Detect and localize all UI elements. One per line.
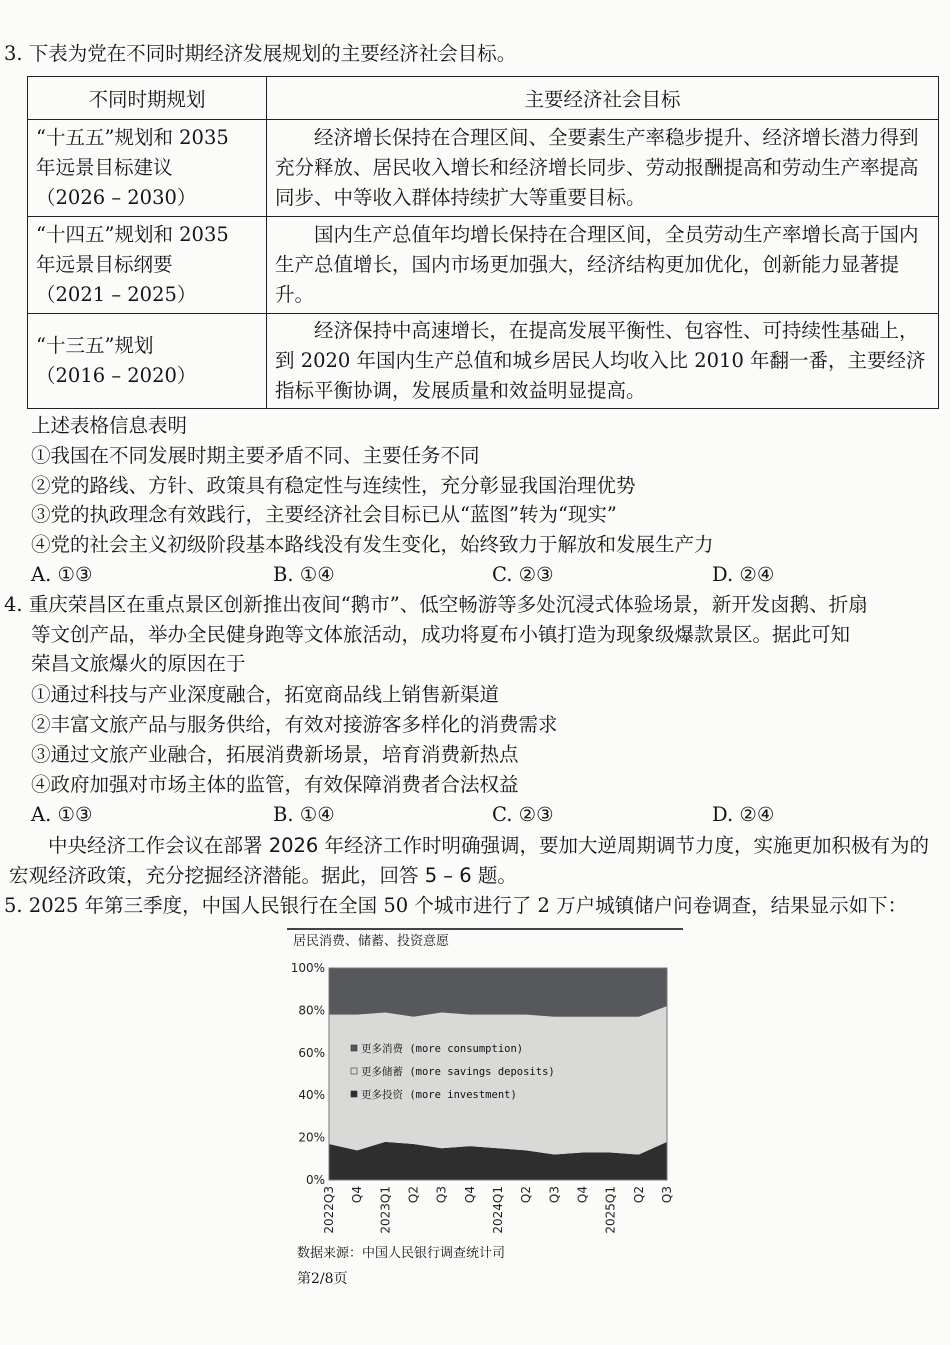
q4-item-1: ①通过科技与产业深度融合，拓宽商品线上销售新渠道	[31, 683, 500, 706]
q4-option-a[interactable]: A. ①③	[31, 803, 93, 826]
chart-source: 数据来源：中国人民银行调查统计司	[297, 1246, 506, 1261]
page-number: 第2/8页	[297, 1271, 348, 1287]
plan-cell	[28, 217, 267, 314]
goal-cell: 国内生产总值年均增长保持在合理区间，全员劳动生产率增长高于国内生产总值增长，国内市场更加强大，经济结构更加优化，创新能力显著提升。	[267, 217, 939, 314]
x-tick-label: 2025Q1	[603, 1186, 618, 1234]
y-tick-label: 100%	[290, 961, 325, 975]
plan-cell	[28, 120, 267, 217]
q4-item-3: ③通过文旅产业融合，拓展消费新场景，培育消费新热点	[31, 743, 519, 766]
legend-label: 更多储蓄 (more savings deposits)	[361, 1066, 555, 1078]
plan-period: （2016 – 2020）	[36, 364, 197, 387]
table-header-goal: 主要经济社会目标	[267, 77, 939, 120]
plan-period: （2026 – 2030）	[36, 186, 197, 209]
q4-stem-line-2: 等文创产品，举办全民健身跑等文体旅活动，成功将夏布小镇打造为现象级爆款景区。据此可知	[31, 623, 851, 646]
plan-period: （2021 – 2025）	[36, 283, 197, 306]
legend-swatch	[351, 1068, 357, 1074]
chart-title: 居民消费、储蓄、投资意愿	[293, 934, 450, 949]
goal-cell: 经济增长保持在合理区间、全要素生产率稳步提升、经济增长潜力得到充分释放、居民收入增长和经济增长同步、劳动报酬提高和劳动生产率提高同步、中等收入群体持续扩大等重要目标。	[267, 120, 939, 217]
x-tick-label: Q3	[434, 1186, 449, 1204]
q3-option-b[interactable]: B. ①④	[273, 563, 335, 586]
table-header-row	[28, 77, 939, 120]
q3-stem: 3. 下表为党在不同时期经济发展规划的主要经济社会目标。	[4, 42, 517, 65]
y-tick-label: 80%	[298, 1003, 325, 1018]
q3-option-a[interactable]: A. ①③	[31, 563, 93, 586]
q3-option-d[interactable]: D. ②④	[712, 563, 775, 586]
q4-item-2: ②丰富文旅产品与服务供给，有效对接游客多样化的消费需求	[31, 713, 558, 736]
x-tick-label: 2022Q3	[322, 1186, 336, 1234]
table-row	[28, 314, 939, 409]
legend-swatch	[351, 1045, 357, 1051]
q3-option-c[interactable]: C. ②③	[492, 563, 554, 586]
table-row	[28, 217, 939, 314]
q3-item-3: ③党的执政理念有效践行，主要经济社会目标已从“蓝图”转为“现实”	[31, 503, 617, 526]
q4-stem-line-3: 荣昌文旅爆火的原因在于	[31, 652, 246, 675]
table-row	[28, 120, 939, 217]
x-tick-label: Q4	[575, 1186, 590, 1204]
goal-cell: 经济保持中高速增长，在提高发展平衡性、包容性、可持续性基础上，到 2020 年国内生产总值和城乡居民人均收入比 2010 年翻一番，主要经济指标平衡协调，发展质量和效益明显提高。	[267, 314, 939, 409]
plans-table	[27, 76, 939, 409]
plan-name-line: “十五五”规划和 2035	[36, 126, 229, 149]
table-header-plan: 不同时期规划	[28, 77, 267, 120]
q4-option-b[interactable]: B. ①④	[273, 803, 335, 826]
q4-option-c[interactable]: C. ②③	[492, 803, 554, 826]
y-tick-label: 60%	[298, 1045, 325, 1060]
y-tick-label: 0%	[305, 1173, 325, 1187]
x-tick-label: 2023Q1	[378, 1186, 393, 1234]
survey-chart	[287, 922, 683, 1267]
x-tick-label: Q2	[631, 1186, 646, 1204]
x-tick-label: Q3	[660, 1186, 674, 1204]
plan-name-line: 年远景目标纲要	[36, 253, 173, 276]
q4-option-d[interactable]: D. ②④	[712, 803, 775, 826]
q3-item-1: ①我国在不同发展时期主要矛盾不同、主要任务不同	[31, 444, 480, 467]
plan-name-line: “十三五”规划	[36, 334, 154, 357]
plan-name-line: “十四五”规划和 2035	[36, 223, 229, 246]
area-series-2	[329, 1006, 667, 1154]
x-tick-label: Q4	[350, 1186, 365, 1204]
q3-item-4: ④党的社会主义初级阶段基本路线没有发生变化，始终致力于解放和发展生产力	[31, 533, 714, 556]
x-tick-label: Q4	[462, 1186, 477, 1204]
x-tick-label: Q2	[519, 1186, 534, 1204]
x-tick-label: 2024Q1	[491, 1186, 505, 1234]
plan-name-line: 年远景目标建议	[36, 156, 173, 179]
x-tick-label: Q2	[406, 1186, 421, 1204]
q5-6-intro: 中央经济工作会议在部署 2026 年经济工作时明确强调，要加大逆周期调节力度，实施更加积极有为的宏观经济政策，充分挖掘经济潜能。据此，回答 5 – 6 题。	[9, 834, 930, 887]
q4-stem-line-1: 4. 重庆荣昌区在重点景区创新推出夜间“鹅市”、低空畅游等多处沉浸式体验场景，新开发卤鹅、折扇	[4, 593, 868, 616]
chart-plot	[287, 956, 683, 1276]
q5-stem: 5. 2025 年第三季度，中国人民银行在全国 50 个城市进行了 2 万户城镇储户问卷调查，结果显示如下：	[4, 894, 908, 917]
q4-item-4: ④政府加强对市场主体的监管，有效保障消费者合法权益	[31, 773, 519, 796]
x-tick-label: Q3	[547, 1186, 562, 1204]
y-tick-label: 20%	[298, 1130, 325, 1145]
q3-item-2: ②党的路线、方针、政策具有稳定性与连续性，充分彰显我国治理优势	[31, 474, 636, 497]
q3-lead: 上述表格信息表明	[31, 414, 188, 437]
plan-cell	[28, 314, 267, 409]
y-tick-label: 40%	[298, 1088, 325, 1103]
area-series-3	[329, 968, 667, 1017]
legend-swatch	[351, 1091, 357, 1097]
legend-label: 更多投资 (more investment)	[361, 1089, 517, 1101]
legend-label: 更多消费 (more consumption)	[361, 1043, 524, 1055]
